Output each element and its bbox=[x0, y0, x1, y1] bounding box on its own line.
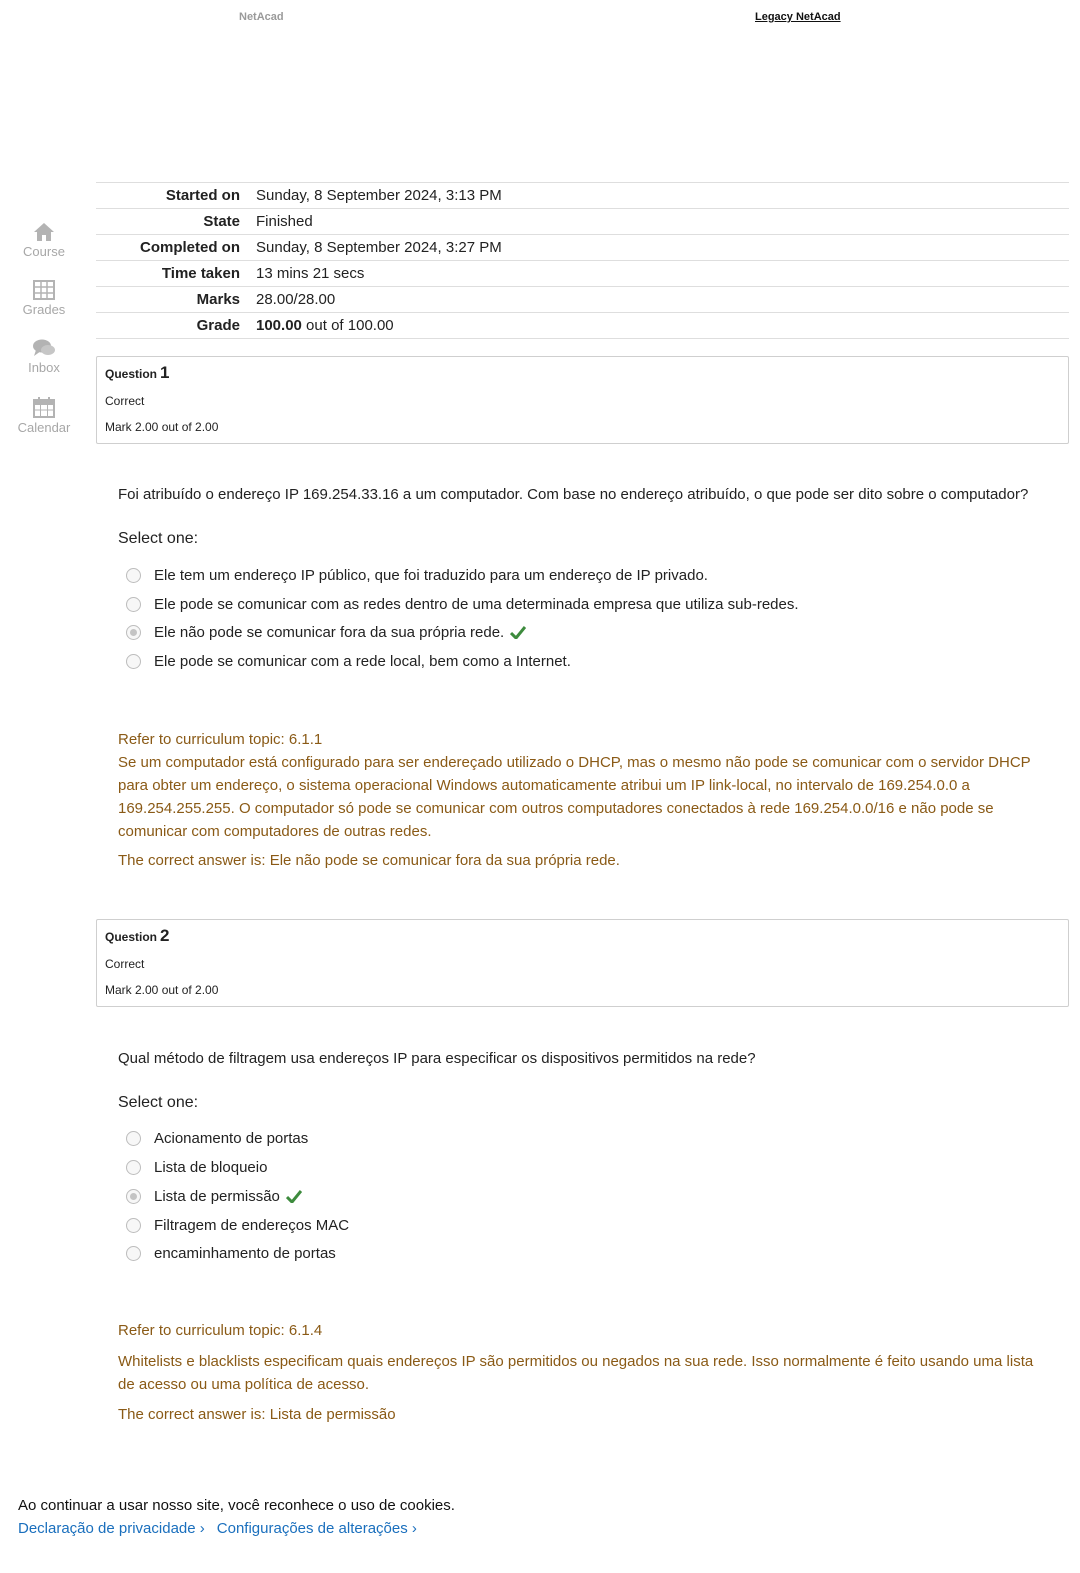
chat-icon bbox=[32, 338, 56, 358]
grade-score: 100.00 bbox=[256, 317, 302, 334]
radio-button[interactable] bbox=[126, 597, 141, 612]
correct-answer: The correct answer is: Ele não pode se comunicar fora da sua própria rede. bbox=[118, 852, 620, 869]
privacy-link-label: Declaração de privacidade bbox=[18, 1520, 196, 1537]
correct-answer: The correct answer is: Lista de permissão bbox=[118, 1406, 396, 1423]
question-text: Qual método de filtragem usa endereços IP para especificar os dispositivos permitidos na rede? bbox=[118, 1050, 756, 1067]
checkmark-icon bbox=[286, 1190, 302, 1203]
question-label: Question bbox=[105, 930, 158, 944]
answer-option[interactable] bbox=[126, 651, 571, 671]
option-label: Ele não pode se comunicar fora da sua própria rede. bbox=[154, 623, 505, 641]
grid-icon bbox=[33, 280, 55, 300]
summary-label: Started on bbox=[96, 183, 248, 209]
legacy-netacad-link[interactable]: Legacy NetAcad bbox=[755, 11, 841, 23]
summary-row bbox=[96, 183, 1069, 209]
home-icon bbox=[33, 222, 55, 242]
curriculum-topic: Refer to curriculum topic: 6.1.1 bbox=[118, 731, 323, 748]
question-number bbox=[105, 926, 169, 946]
radio-button-selected[interactable] bbox=[126, 1189, 141, 1204]
question-text: Foi atribuído o endereço IP 169.254.33.16 a um computador. Com base no endereço atribuído, o que pode ser dito sobre o computador? bbox=[118, 486, 1029, 503]
select-one-label: Select one: bbox=[118, 530, 199, 547]
answer-option-selected[interactable] bbox=[126, 1186, 302, 1206]
radio-button[interactable] bbox=[126, 1246, 141, 1261]
answer-option[interactable] bbox=[126, 1157, 267, 1177]
chevron-right-icon: › bbox=[411, 1520, 417, 1537]
grade-value bbox=[248, 313, 1069, 339]
privacy-statement-link[interactable] bbox=[18, 1520, 205, 1537]
summary-row bbox=[96, 313, 1069, 339]
calendar-icon bbox=[33, 396, 55, 418]
radio-button[interactable] bbox=[126, 1218, 141, 1233]
radio-button[interactable] bbox=[126, 1131, 141, 1146]
top-bar bbox=[0, 0, 1080, 34]
cookie-notice: Ao continuar a usar nosso site, você reconhece o uso de cookies. bbox=[18, 1497, 455, 1514]
summary-label: State bbox=[96, 209, 248, 235]
brand-label[interactable]: NetAcad bbox=[239, 11, 284, 23]
summary-value: 13 mins 21 secs bbox=[248, 261, 1069, 287]
sidebar-item-label: Inbox bbox=[28, 360, 60, 375]
sidebar-item-grades[interactable] bbox=[0, 280, 88, 338]
summary-row bbox=[96, 287, 1069, 313]
sidebar-item-calendar[interactable] bbox=[0, 396, 88, 454]
question-mark: Mark 2.00 out of 2.00 bbox=[105, 983, 219, 997]
cookie-links bbox=[18, 1520, 417, 1537]
checkmark-icon bbox=[510, 626, 526, 639]
feedback-explanation: Se um computador está configurado para ser endereçado utilizado o DHCP, mas o mesmo não pode se comunicar com o servidor DHCP para obter um endereço, o sistema operacional Windows automaticamente atribui um IP link-local, no intervalo de 169.254.0.0 a 169.254.255.255. O computador só pode se comunicar com outros computadores conectados à rede 169.254.0.0/16 e não pode se comunicar com computadores de outras redes. bbox=[118, 754, 1031, 840]
option-label: Ele tem um endereço IP público, que foi traduzido para um endereço de IP privado. bbox=[154, 566, 708, 584]
question-mark: Mark 2.00 out of 2.00 bbox=[105, 420, 219, 434]
quiz-summary-table bbox=[96, 182, 1069, 339]
settings-link-label: Configurações de alterações bbox=[216, 1520, 408, 1537]
question-info-box bbox=[96, 919, 1069, 1007]
summary-row bbox=[96, 235, 1069, 261]
answer-option[interactable] bbox=[126, 1215, 349, 1235]
answer-option[interactable] bbox=[126, 594, 799, 614]
radio-button[interactable] bbox=[126, 1160, 141, 1175]
curriculum-topic: Refer to curriculum topic: 6.1.4 bbox=[118, 1322, 323, 1339]
sidebar-item-inbox[interactable] bbox=[0, 338, 88, 396]
question-state: Correct bbox=[105, 394, 145, 408]
summary-row bbox=[96, 261, 1069, 287]
question-state: Correct bbox=[105, 957, 145, 971]
radio-button[interactable] bbox=[126, 568, 141, 583]
grade-suffix: out of 100.00 bbox=[301, 317, 394, 334]
answer-option-selected[interactable] bbox=[126, 622, 526, 642]
option-label: Lista de permissão bbox=[154, 1187, 280, 1205]
option-label: Acionamento de portas bbox=[154, 1129, 309, 1147]
option-label: Ele pode se comunicar com a rede local, bem como a Internet. bbox=[154, 652, 571, 670]
summary-value: Finished bbox=[248, 209, 1069, 235]
answer-option[interactable] bbox=[126, 1243, 336, 1263]
question-number bbox=[105, 363, 169, 383]
summary-value: Sunday, 8 September 2024, 3:13 PM bbox=[248, 183, 1069, 209]
feedback-explanation: Whitelists e blacklists especificam quais endereços IP são permitidos ou negados na sua rede. Isso normalmente é feito usando uma lista de acesso ou uma política de acesso. bbox=[118, 1353, 1034, 1393]
summary-label: Marks bbox=[96, 287, 248, 313]
summary-label: Grade bbox=[96, 313, 248, 339]
answer-option[interactable] bbox=[126, 1128, 308, 1148]
sidebar-nav bbox=[0, 222, 88, 454]
summary-label: Time taken bbox=[96, 261, 248, 287]
summary-value: Sunday, 8 September 2024, 3:27 PM bbox=[248, 235, 1069, 261]
sidebar-item-label: Grades bbox=[22, 302, 66, 317]
select-one-label: Select one: bbox=[118, 1094, 199, 1111]
option-label: encaminhamento de portas bbox=[154, 1244, 336, 1262]
option-label: Lista de bloqueio bbox=[154, 1158, 268, 1176]
summary-label: Completed on bbox=[96, 235, 248, 261]
summary-row bbox=[96, 209, 1069, 235]
chevron-right-icon: › bbox=[199, 1520, 205, 1537]
option-label: Filtragem de endereços MAC bbox=[154, 1216, 350, 1234]
sidebar-item-label: Course bbox=[23, 244, 65, 259]
radio-button[interactable] bbox=[126, 654, 141, 669]
sidebar-item-label: Calendar bbox=[17, 420, 71, 435]
question-number-value: 2 bbox=[160, 926, 170, 945]
question-label: Question bbox=[105, 367, 158, 381]
option-label: Ele pode se comunicar com as redes dentro de uma determinada empresa que utiliza sub-redes. bbox=[154, 595, 799, 613]
question-info-box bbox=[96, 356, 1069, 444]
change-settings-link[interactable] bbox=[217, 1520, 417, 1537]
sidebar-item-course[interactable] bbox=[0, 222, 88, 280]
answer-option[interactable] bbox=[126, 565, 708, 585]
radio-button-selected[interactable] bbox=[126, 625, 141, 640]
summary-value: 28.00/28.00 bbox=[248, 287, 1069, 313]
question-number-value: 1 bbox=[160, 363, 170, 382]
